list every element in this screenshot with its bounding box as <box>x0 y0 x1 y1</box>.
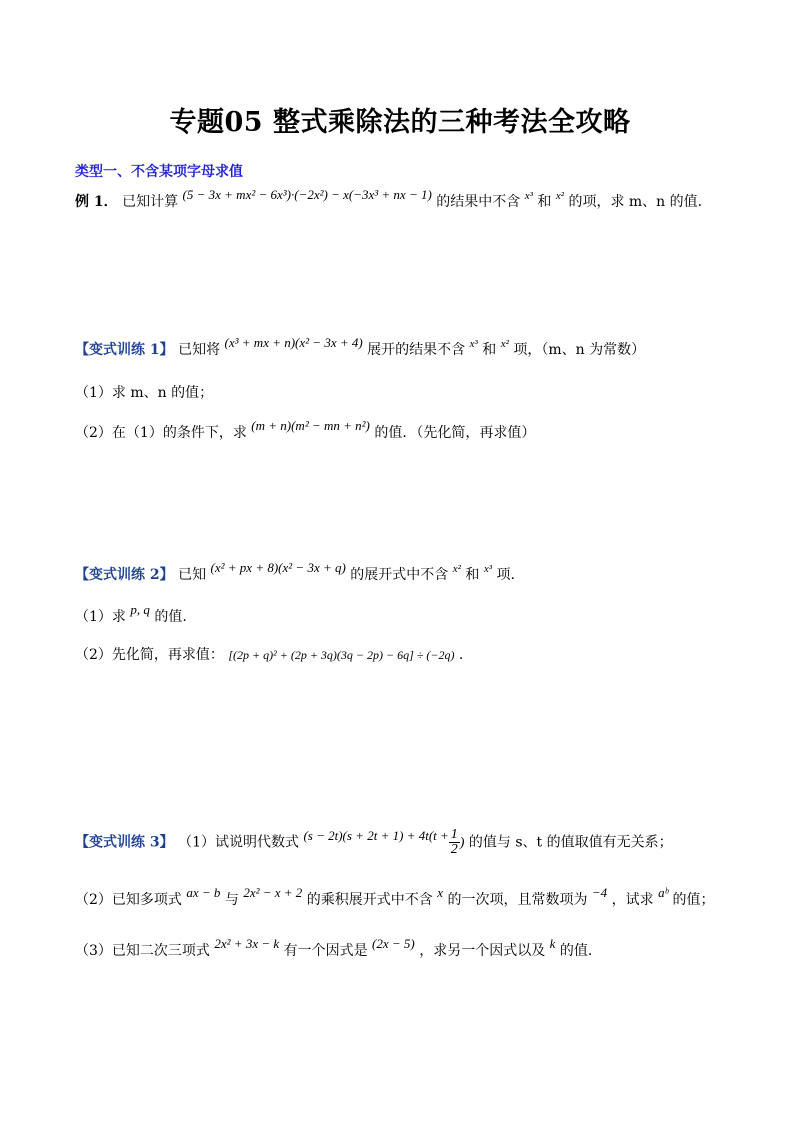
variant-3-fraction <box>449 828 460 857</box>
page-title: 专题05 整式乘除法的三种考法全攻略 <box>169 107 631 138</box>
variant-1 <box>75 335 646 361</box>
variant-3-q1-post: 的值与 s、t 的值取值有无关系； <box>468 834 673 851</box>
variant-3-q2-a: （2）已知多项式 <box>75 892 182 908</box>
variant-2-label: 【变式训练 2】 <box>75 567 174 583</box>
variant-3-q2-f: 的值； <box>672 892 715 908</box>
variant-3-q1-close: ) <box>459 835 465 851</box>
variant-3-q2-d: 的一次项，且常数项为 <box>447 892 588 908</box>
example-1-term-1: x³ <box>524 190 533 202</box>
variant-3-question-3 <box>75 936 593 961</box>
variant-1-mid: 展开的结果不含 <box>367 342 466 358</box>
variant-3-q2-power: aᵇ <box>658 885 669 900</box>
variant-3-q2-b: 与 <box>224 892 239 908</box>
variant-3-q3-a: （3）已知二次三项式 <box>75 943 210 959</box>
fraction-numerator: 1 <box>450 827 458 842</box>
variant-1-q2-pre: （2）在（1）的条件下，求 <box>75 425 247 441</box>
variant-3-q3-k: k <box>549 936 556 951</box>
variant-1-pre: 已知将 <box>178 342 221 358</box>
variant-3-q2-c: 的乘积展开式中不含 <box>306 892 433 908</box>
variant-3-q2-poly-2: 2x² − x + 2 <box>243 885 303 900</box>
variant-1-term-1: x³ <box>469 338 478 350</box>
variant-2-q2-post: . <box>458 647 464 663</box>
section-heading: 类型一、不含某项字母求值 <box>75 164 243 180</box>
variant-2-expression: (x² + px + 8)(x² − 3x + q) <box>210 560 346 575</box>
example-1-post: 的项，求 m、n 的值. <box>568 194 703 210</box>
variant-1-question-1: （1）求 m、n 的值； <box>75 385 214 401</box>
variant-2-question-2 <box>75 645 463 665</box>
variant-1-label: 【变式训练 1】 <box>75 342 174 358</box>
variant-1-question-2 <box>75 418 536 443</box>
variant-1-and: 和 <box>482 342 497 358</box>
variant-3-question-2 <box>75 885 715 910</box>
variant-2-q2-expression: [(2p + q)² + (2p + 3q)(3q − 2p) − 6q] ÷ (−2q) <box>228 648 455 662</box>
example-1-expression: (5 − 3x + mx² − 6x³)·(−2x²) − x(−3x³ + nx − 1) <box>182 187 432 202</box>
variant-3-q3-b: 有一个因式是 <box>283 943 368 959</box>
variant-3-q2-x: x <box>437 885 443 900</box>
variant-1-post: 项，（m、n 为常数） <box>513 342 646 358</box>
variant-3-q1-expression: (s − 2t)(s + 2t + 1) + 4t(t + <box>303 827 449 843</box>
variant-2-q1-vars: p, q <box>130 602 150 617</box>
variant-2-mid: 的展开式中不含 <box>350 567 449 583</box>
variant-3 <box>75 828 673 857</box>
variant-3-q2-poly-1: ax − b <box>186 885 221 900</box>
variant-3-q3-trinomial: 2x² + 3x − k <box>214 936 280 951</box>
fraction-denominator: 2 <box>450 842 458 857</box>
example-1-term-2: x² <box>555 190 564 202</box>
variant-1-q2-post: 的值．（先化简，再求值） <box>374 425 536 441</box>
variant-2-pre: 已知 <box>178 567 207 583</box>
variant-1-q2-expression: (m + n)(m² − mn + n²) <box>251 418 370 433</box>
variant-3-q1-pre: （1）试说明代数式 <box>178 834 299 851</box>
variant-3-q2-constant: −4 <box>591 885 608 900</box>
example-1-mid: 的结果中不含 <box>436 194 521 210</box>
variant-3-q3-c: ，求另一个因式以及 <box>419 943 546 959</box>
example-1 <box>75 187 703 213</box>
variant-2-q1-pre: （1）求 <box>75 609 126 625</box>
variant-1-expression: (x³ + mx + n)(x² − 3x + 4) <box>224 335 363 350</box>
variant-3-q2-e: ，试求 <box>611 892 654 908</box>
variant-2-q2-pre: （2）先化简，再求值： <box>75 647 224 663</box>
example-1-label: 例 1． <box>75 194 118 210</box>
example-1-and: 和 <box>537 194 552 210</box>
variant-2-and: 和 <box>465 567 480 583</box>
variant-2-q1-post: 的值. <box>154 609 187 625</box>
variant-3-q3-factor: (2x − 5) <box>372 936 415 951</box>
variant-2-post: 项. <box>496 567 515 583</box>
example-1-pre: 已知计算 <box>122 194 179 210</box>
variant-2-term-1: x² <box>452 563 461 575</box>
variant-3-label: 【变式训练 3】 <box>75 834 174 851</box>
variant-2-question-1 <box>75 602 187 627</box>
variant-2-term-2: x³ <box>483 563 492 575</box>
variant-3-q3-d: 的值. <box>559 943 593 959</box>
variant-2 <box>75 560 515 586</box>
variant-1-term-2: x² <box>500 338 509 350</box>
